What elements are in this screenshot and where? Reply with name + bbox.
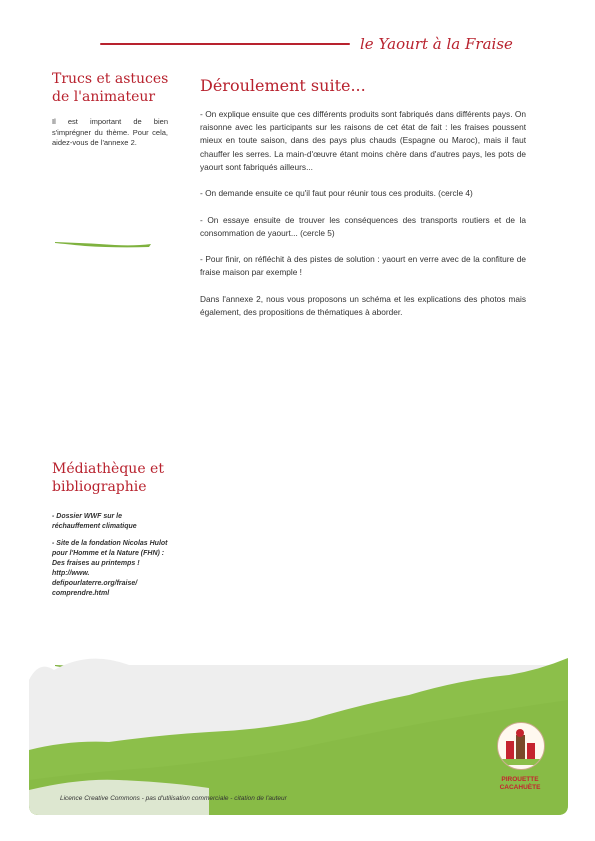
paragraph: - On essaye ensuite de trouver les conséquences des transports routiers et de la consommation de yaourt... (cercle 5) (200, 214, 526, 238)
media-heading-line2: bibliographie (52, 479, 147, 495)
section-heading: Déroulement suite... (200, 76, 366, 95)
logo-icon (497, 722, 545, 770)
footer-grass (29, 640, 568, 815)
main-body (200, 108, 526, 332)
media-heading (52, 460, 182, 496)
tips-text: Il est important de bien s'imprégner du thème. Pour cela, aidez-vous de l'annexe 2. (52, 117, 168, 147)
page-header-title: le Yaourt à la Fraise (360, 35, 513, 53)
paragraph: - Pour finir, on réfléchit à des pistes de solution : yaourt en verre avec de la confiture de fraise maison par exemple ! (200, 254, 526, 278)
paragraph: - On demande ensuite ce qu'il faut pour réunir tous ces produits. (cercle 4) (200, 188, 473, 199)
logo-text-line1: PIROUETTE (501, 776, 539, 783)
media-heading-line1: Médiathèque et (52, 461, 164, 477)
logo-wordmark (490, 776, 550, 792)
paragraph: - On explique ensuite que ces différents produits sont fabriqués dans différents pays. On raisonne avec les participants sur les raisons de cet état de fait : les fraises poussent mieux en toute saison, dans des pays plus chauds (Espagne ou Maroc), mais il faut chauffer les serres. La main-d'œuvre étant moins chère dans d'autres pays, les pots de yaourt sont fabriqués ailleurs... (200, 109, 526, 172)
tips-heading-line1: Trucs et astuces (52, 71, 169, 87)
media-item: - Site de la fondation Nicolas Hulot pour l'Homme et la Nature (FHN) : Des fraises au printemps ! http://www. defipourlaterre.org/fraise/ comprendre.html (52, 540, 168, 597)
logo-illustration (498, 723, 544, 769)
tips-heading (52, 70, 182, 106)
paragraph: Dans l'annexe 2, nous vous proposons un schéma et les explications des photos mais également, des propositions de thématiques à aborder. (200, 293, 526, 317)
logo-text-line2: CACAHUÈTE (499, 784, 541, 791)
license-text: Licence Creative Commons - pas d'utilisation commerciale - citation de l'auteur (60, 795, 287, 802)
grass-divider-1 (55, 240, 155, 248)
media-list (52, 512, 170, 606)
tips-heading-line2: de l'animateur (52, 89, 156, 105)
header-rule (100, 43, 350, 45)
media-item: - Dossier WWF sur le réchauffement climatique (52, 513, 137, 530)
